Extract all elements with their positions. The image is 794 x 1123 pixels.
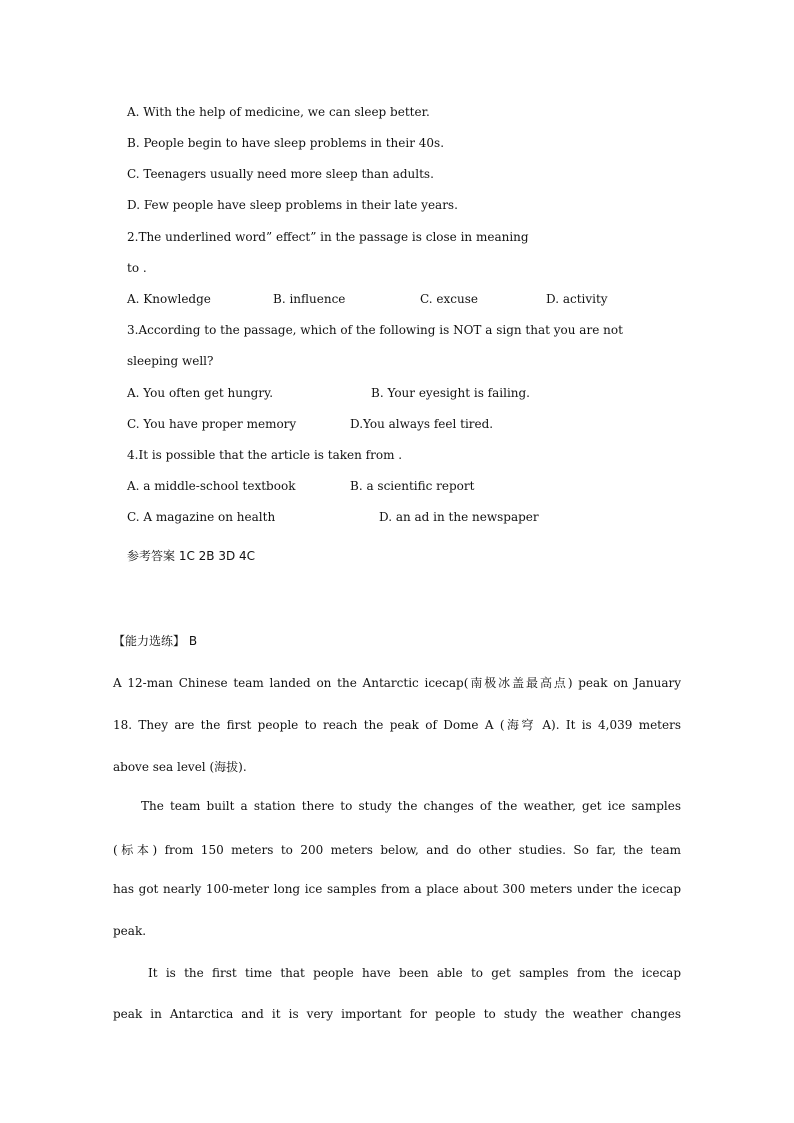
q2-stem-line2: to . [127, 261, 147, 275]
q3-option-a: A. You often get hungry. [127, 386, 274, 400]
para1-line2: 18. They are the first people to reach the peak of Dome A (海穹 A). It is 4,039 meters [113, 718, 681, 732]
q3-option-d: D.You always feel tired. [350, 417, 494, 431]
answer-key: 参考答案 1C 2B 3D 4C [127, 549, 256, 563]
para2-line2: (标本) from 150 meters to 200 meters below, and do other studies. So far, the team [113, 843, 681, 857]
para3-line1: It is the first time that people have been able to get samples from the icecap [148, 966, 681, 980]
q4-option-a: A. a middle-school textbook [127, 479, 296, 493]
para2-line3: has got nearly 100-meter long ice samples from a place about 300 meters under the icecap [113, 882, 681, 896]
q3-stem-line1: 3.According to the passage, which of the following is NOT a sign that you are not [127, 323, 623, 337]
section-heading: 【能力选练】 B [113, 634, 198, 648]
para1-line1: A 12-man Chinese team landed on the Antarctic icecap(南极冰盖最高点) peak on January [113, 676, 681, 690]
q4-stem: 4.It is possible that the article is taken from . [127, 448, 403, 462]
q4-option-c: C. A magazine on health [127, 510, 276, 524]
q3-option-b: B. Your eyesight is failing. [371, 386, 530, 400]
q3-stem-line2: sleeping well? [127, 354, 214, 368]
q2-option-a: A. Knowledge [127, 292, 211, 306]
para3-line2: peak in Antarctica and it is very important for people to study the weather changes [113, 1007, 681, 1021]
q4-option-b: B. a scientific report [350, 479, 475, 493]
para2-line4: peak. [113, 924, 147, 938]
q1-option-c: C. Teenagers usually need more sleep than adults. [127, 167, 434, 181]
q2-option-c: C. excuse [420, 292, 478, 306]
q2-option-b: B. influence [273, 292, 346, 306]
q3-option-c: C. You have proper memory [127, 417, 297, 431]
q2-option-d: D. activity [546, 292, 608, 306]
q1-option-d: D. Few people have sleep problems in their late years. [127, 198, 458, 212]
q1-option-b: B. People begin to have sleep problems in their 40s. [127, 136, 445, 150]
q1-option-a: A. With the help of medicine, we can sleep better. [127, 105, 430, 119]
q2-stem-line1: 2.The underlined word” effect” in the passage is close in meaning [127, 230, 529, 244]
para2-line1: The team built a station there to study the changes of the weather, get ice samples [141, 799, 681, 813]
para1-line3: above sea level (海拔). [113, 760, 247, 774]
q4-option-d: D. an ad in the newspaper [379, 510, 539, 524]
